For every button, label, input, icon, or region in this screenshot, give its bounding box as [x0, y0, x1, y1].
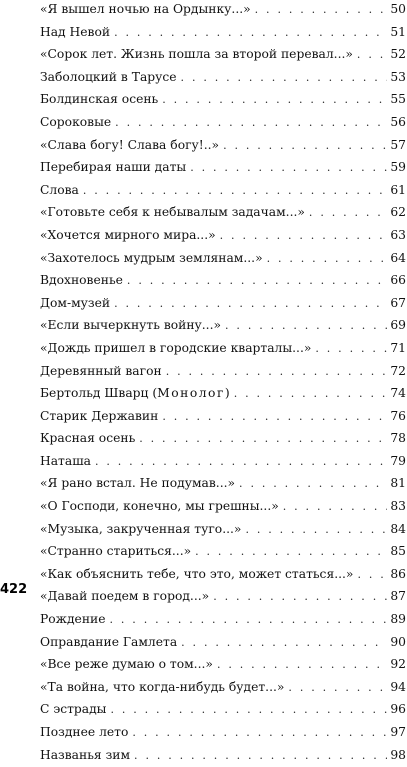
toc-entry-title: «Слава богу! Слава богу!..»: [40, 137, 220, 152]
dot-leader: [166, 361, 388, 384]
toc-entry: [40, 134, 406, 157]
toc-entry: [40, 427, 406, 450]
toc-entry-title: «Музыка, закрученная туго...»: [40, 521, 242, 536]
toc-entry: [40, 472, 406, 495]
toc-entry-page: 63: [390, 227, 406, 242]
toc-entry-page: 86: [390, 566, 406, 581]
toc-entry-page: 59: [390, 160, 406, 175]
dot-leader: [245, 519, 387, 542]
toc-entry-title: Позднее лето: [40, 725, 129, 739]
toc-entry-title: Оправдание Гамлета: [40, 634, 178, 649]
toc-entry-page: 66: [390, 273, 406, 288]
toc-entry-page: 96: [390, 702, 406, 717]
toc-entry-title: «Захотелось мудрым землянам...»: [40, 250, 263, 265]
toc-entry-title: Вдохновенье: [40, 273, 123, 288]
dot-leader: [115, 112, 387, 135]
toc-entry: [40, 518, 406, 541]
dot-leader: [315, 338, 387, 361]
dot-leader: [357, 564, 387, 587]
toc-entry-title: «Как объяснить тебе, что это, может статься...»: [40, 566, 354, 581]
toc-entry-page: 64: [390, 250, 406, 265]
dot-leader: [234, 383, 388, 406]
toc-entry: [40, 224, 406, 247]
toc-entry-title: «Готовьте себя к небывалым задачам...»: [40, 205, 305, 220]
toc-entry-title: «Дождь пришел в городские кварталы...»: [40, 340, 312, 355]
toc-entry: [40, 653, 406, 676]
toc-entry-title: «Я рано встал. Не подумав...»: [40, 476, 236, 491]
dot-leader: [181, 632, 387, 655]
dot-leader: [190, 157, 387, 180]
toc-entry-page: 55: [390, 92, 406, 107]
toc-entry-page: 56: [390, 114, 406, 129]
toc-entry-page: 62: [390, 205, 406, 220]
toc-entry-page: 50: [390, 2, 406, 16]
toc-entry-title: «Все реже думаю о том...»: [40, 657, 213, 672]
dot-leader: [309, 202, 387, 225]
toc-entry-page: 87: [390, 589, 406, 604]
toc-entry-page: 84: [390, 521, 406, 536]
toc-entry: [40, 744, 406, 767]
toc-entry-page: 53: [390, 69, 406, 84]
toc-entry-title-composite: [40, 382, 230, 405]
toc-entry: [40, 201, 406, 224]
toc-entry: [40, 21, 406, 44]
toc-entry-page: 97: [390, 725, 406, 739]
toc-entry-title: Названья зим: [40, 747, 131, 762]
toc-entry-page: 89: [390, 612, 406, 627]
toc-entry-page: 57: [390, 137, 406, 152]
dot-leader: [132, 722, 387, 745]
toc-entry: [40, 66, 406, 89]
toc-entry: [40, 405, 406, 428]
toc-entry-page: 94: [390, 679, 406, 694]
toc-entry-title: «Давай поедем в город...»: [40, 589, 210, 604]
toc-entry-title: Дом-музей: [40, 295, 111, 310]
toc-entry-title: С эстрады: [40, 702, 107, 717]
toc-entry: [40, 111, 406, 134]
toc-entry: [40, 721, 406, 744]
toc-entry-page: 51: [390, 24, 406, 39]
dot-leader: [162, 406, 387, 429]
dot-leader: [95, 451, 387, 474]
toc-entry-title: «Хочется мирного мира...»: [40, 227, 216, 242]
dot-leader: [225, 315, 387, 338]
toc-entry-page: 72: [390, 363, 406, 378]
toc-entry-page: 71: [390, 340, 406, 355]
toc-entry-title: Старик Державин: [40, 408, 159, 423]
dot-leader: [239, 473, 387, 496]
toc-entry-title: Заболоцкий в Тарусе: [40, 69, 177, 84]
dot-leader: [255, 0, 388, 22]
dot-leader: [217, 654, 387, 677]
dot-leader: [114, 293, 387, 316]
dot-leader: [110, 609, 388, 632]
toc-entry: [40, 631, 406, 654]
toc-entry-title: «Сорок лет. Жизнь пошла за второй перевал...»: [40, 47, 353, 62]
toc-entry-page: 61: [390, 182, 406, 197]
toc-entry-page: 69: [390, 318, 406, 333]
toc-entry-title: Деревянный вагон: [40, 363, 162, 378]
toc-entry-title: «Если вычеркнуть войну...»: [40, 318, 222, 333]
toc-entry-title: Красная осень: [40, 431, 136, 446]
toc-entry-page: 76: [390, 408, 406, 423]
dot-leader: [83, 180, 387, 203]
dot-leader: [162, 89, 387, 112]
toc-entry: [40, 156, 406, 179]
dot-leader: [357, 44, 387, 67]
toc-entry-title: Сороковые: [40, 114, 112, 129]
toc-entry: [40, 314, 406, 337]
table-of-contents: [40, 0, 406, 766]
toc-entry-title: Рождение: [40, 612, 106, 627]
dot-leader: [114, 22, 387, 45]
toc-entry-title: Бертольд Шварц (: [40, 386, 158, 401]
toc-entry-title: Болдинская осень: [40, 92, 159, 107]
toc-entry: [40, 269, 406, 292]
dot-leader: [195, 541, 387, 564]
toc-entry-title: Перебирая наши даты: [40, 160, 187, 175]
toc-entry-page: 78: [390, 431, 406, 446]
toc-entry: [40, 247, 406, 270]
toc-entry-title-spaced: Монолог: [157, 386, 225, 401]
toc-entry-page: 83: [390, 499, 406, 514]
toc-entry: [40, 676, 406, 699]
toc-entry-page: 92: [390, 657, 406, 672]
toc-entry-title: «О Господи, конечно, мы грешны...»: [40, 499, 279, 514]
toc-entry-title-end: ): [224, 386, 230, 401]
toc-entry: [40, 450, 406, 473]
toc-entry-title: Слова: [40, 182, 79, 197]
dot-leader: [213, 586, 387, 609]
toc-entry-page: 52: [390, 47, 406, 62]
page-number: 422: [0, 582, 28, 597]
toc-entry-title: «Та война, что когда-нибудь будет...»: [40, 679, 285, 694]
toc-entry: [40, 608, 406, 631]
toc-entry: [40, 698, 406, 721]
toc-entry: [40, 88, 406, 111]
dot-leader: [267, 248, 388, 271]
toc-entry-page: 67: [390, 295, 406, 310]
toc-entry-page: 85: [390, 544, 406, 559]
dot-leader: [110, 699, 387, 722]
toc-entry-title: «Странно стариться...»: [40, 544, 192, 559]
dot-leader: [134, 745, 387, 767]
toc-entry-page: 90: [390, 634, 406, 649]
dot-leader: [288, 677, 387, 700]
toc-entry: [40, 360, 406, 383]
toc-entry-page: 79: [390, 453, 406, 468]
dot-leader: [223, 135, 387, 158]
toc-entry: [40, 585, 406, 608]
toc-entry-title: «Я вышел ночью на Ордынку...»: [40, 2, 251, 16]
dot-leader: [181, 67, 388, 90]
toc-entry: [40, 292, 406, 315]
toc-entry: [40, 0, 406, 21]
toc-entry-page: 74: [390, 386, 406, 401]
dot-leader: [220, 225, 388, 248]
toc-entry-title: Над Невой: [40, 24, 111, 39]
toc-entry: [40, 337, 406, 360]
toc-entry-page: 98: [390, 747, 406, 762]
dot-leader: [127, 270, 387, 293]
dot-leader: [139, 428, 387, 451]
toc-entry-page: 81: [390, 476, 406, 491]
toc-entry: [40, 495, 406, 518]
toc-entry: [40, 563, 406, 586]
toc-entry: [40, 540, 406, 563]
toc-entry: [40, 179, 406, 202]
toc-entry: [40, 43, 406, 66]
toc-entry: [40, 382, 406, 405]
dot-leader: [283, 496, 388, 519]
toc-entry-title: Наташа: [40, 453, 91, 468]
